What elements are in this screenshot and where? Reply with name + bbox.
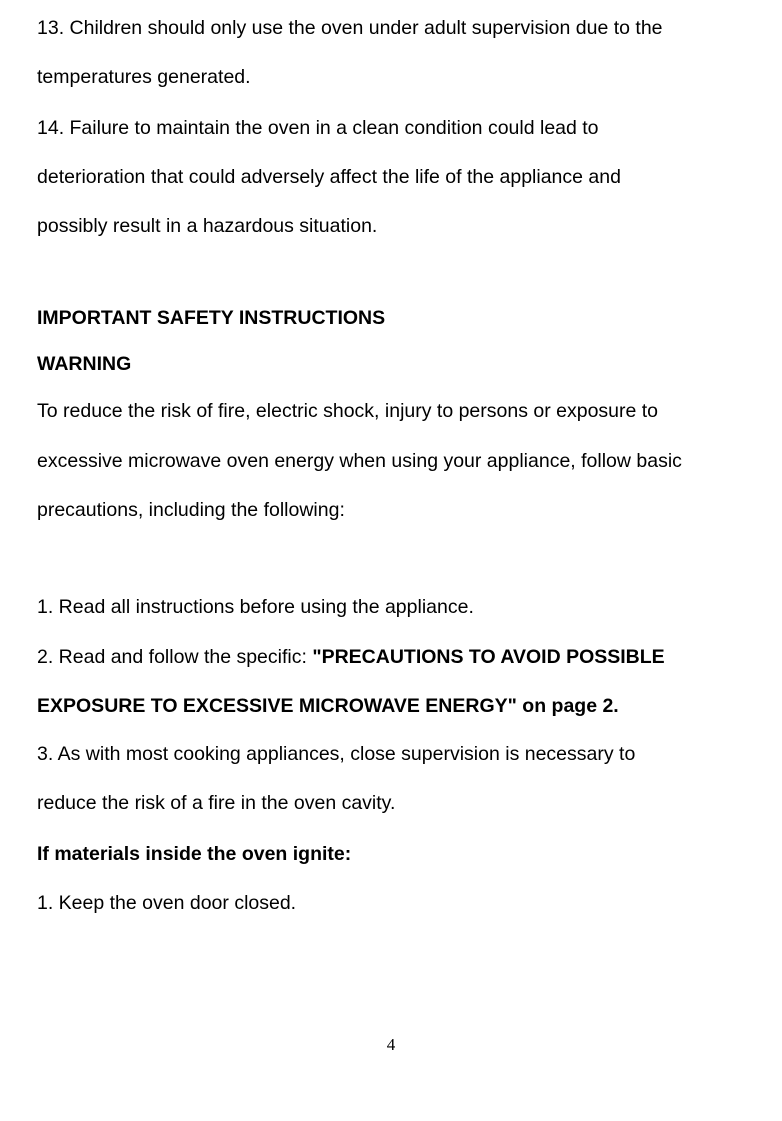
item-14-line-3: possibly result in a hazardous situation.: [37, 215, 378, 237]
section-heading: IMPORTANT SAFETY INSTRUCTIONS: [37, 307, 386, 329]
item-14-line-2: deterioration that could adversely affect the life of the appliance and: [37, 166, 621, 188]
list-item-3-line-1: 3. As with most cooking appliances, close supervision is necessary to: [37, 743, 636, 765]
warning-line-1: To reduce the risk of fire, electric shock, injury to persons or exposure to: [37, 400, 659, 422]
item-13-line-2: temperatures generated.: [37, 66, 251, 88]
item-14-line-1: 14. Failure to maintain the oven in a clean condition could lead to: [37, 117, 599, 139]
ignite-item-1: 1. Keep the oven door closed.: [37, 892, 297, 914]
list-item-3-line-2: reduce the risk of a fire in the oven cavity.: [37, 792, 396, 814]
warning-line-3: precautions, including the following:: [37, 499, 345, 521]
warning-line-2: excessive microwave oven energy when using your appliance, follow basic: [37, 450, 682, 472]
list-item-1: 1. Read all instructions before using the appliance.: [37, 596, 474, 618]
warning-title: WARNING: [37, 353, 132, 375]
list-item-2-bold-1: "PRECAUTIONS TO AVOID POSSIBLE: [312, 646, 665, 668]
list-item-2-line-2: EXPOSURE TO EXCESSIVE MICROWAVE ENERGY" on page 2.: [37, 695, 619, 717]
page-number: 4: [386, 1035, 396, 1054]
ignite-title: If materials inside the oven ignite:: [37, 843, 352, 865]
list-item-2-prefix: 2. Read and follow the specific:: [37, 646, 313, 668]
list-item-2-line-1: [37, 645, 665, 669]
item-13-line-1: 13. Children should only use the oven under adult supervision due to the: [37, 17, 663, 39]
